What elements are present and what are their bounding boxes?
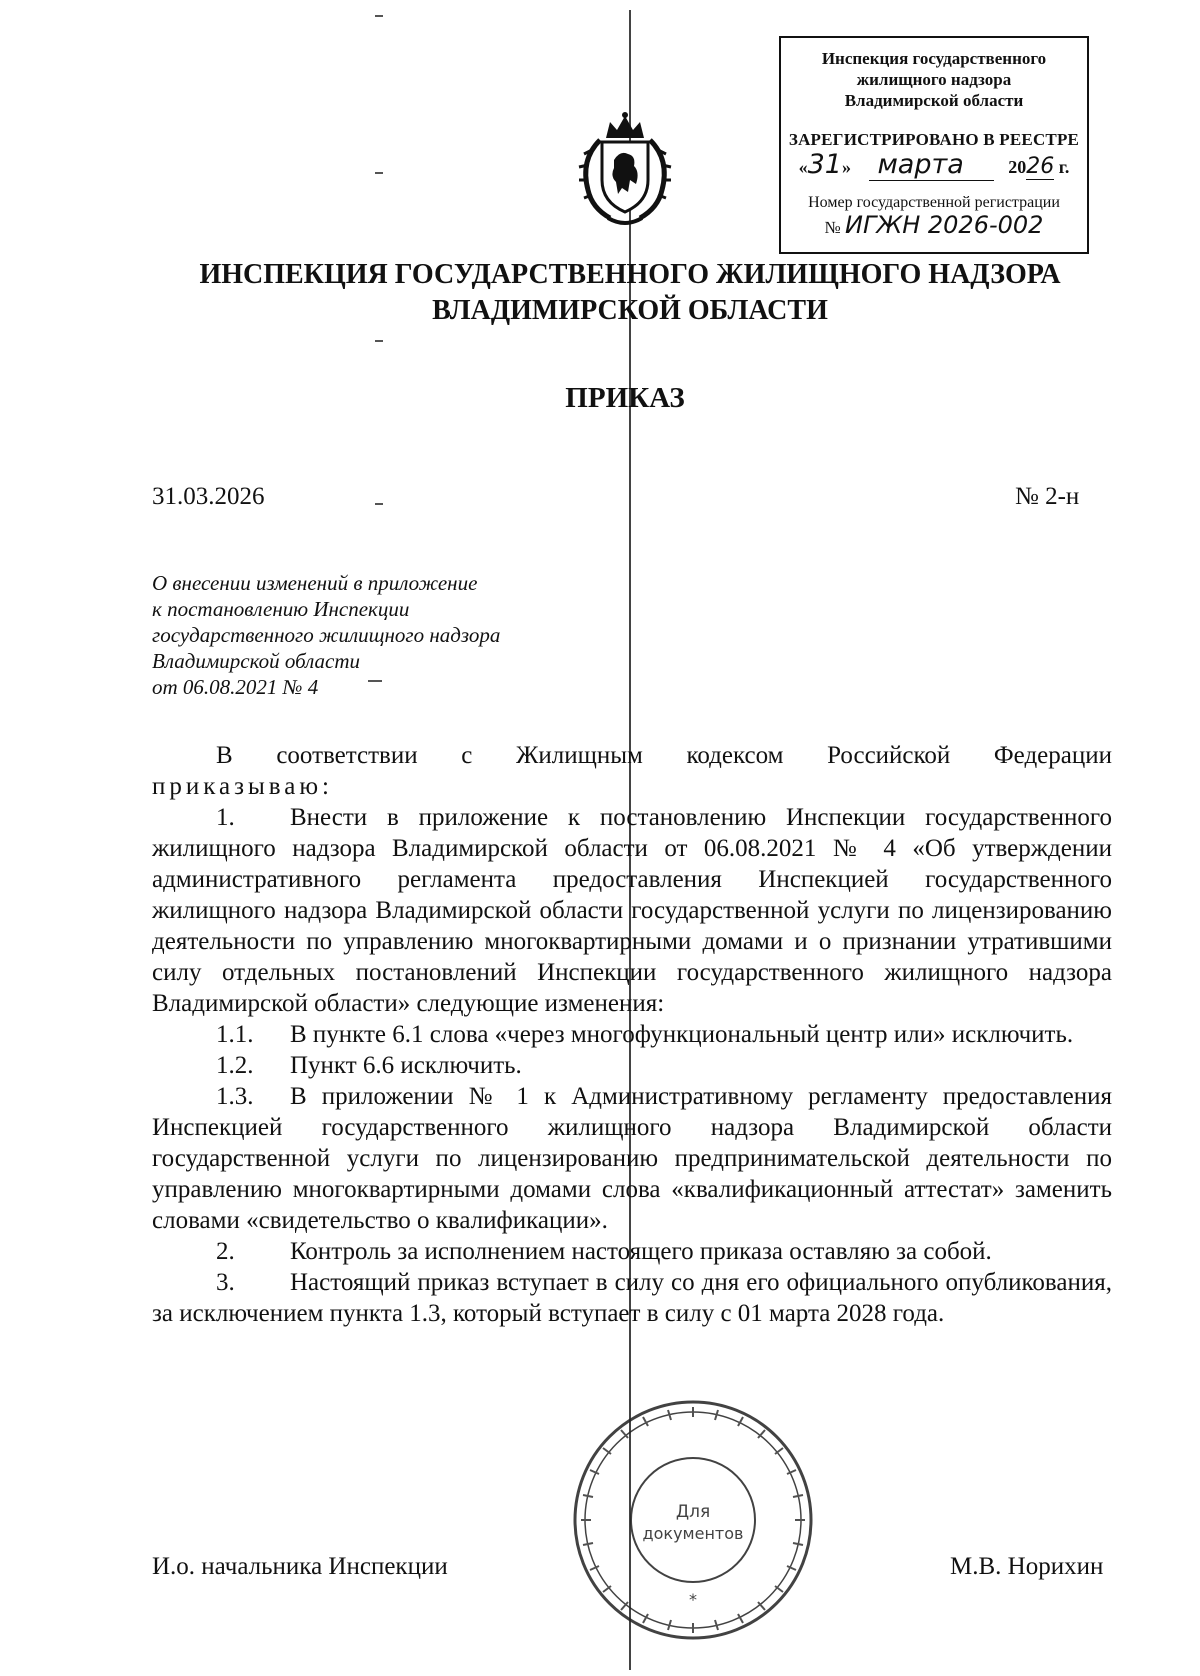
document-body xyxy=(152,740,1112,1329)
stamp-month: марта xyxy=(869,149,993,181)
subject-line: О внесении изменений в приложение xyxy=(152,571,478,595)
stamp-number-sign: № xyxy=(824,218,841,237)
document-type: ПРИКАЗ xyxy=(565,382,685,414)
stamp-year-suffix: 26 xyxy=(1026,154,1055,179)
seal-center-line2: документов xyxy=(642,1524,744,1543)
organization-title xyxy=(110,257,1150,329)
paragraph-2 xyxy=(152,1236,1112,1267)
stamp-year-prefix: 20 xyxy=(1008,157,1027,177)
subject-line: к постановлению Инспекции xyxy=(152,597,410,621)
org-title-line2: ВЛАДИМИРСКОЙ ОБЛАСТИ xyxy=(432,295,828,326)
paragraph-1-label: 1. xyxy=(216,804,235,831)
paragraph-1-1-text: В пункте 6.1 слова «через многофункциональный центр или» исключить. xyxy=(290,1021,1074,1048)
stamp-year-unit: г. xyxy=(1058,157,1070,177)
document-date: 31.03.2026 xyxy=(152,483,265,510)
stamp-day: 31 xyxy=(807,149,842,180)
paragraph-2-label: 2. xyxy=(216,1238,235,1265)
seal-center-line1: Для xyxy=(675,1502,711,1522)
order-word: приказываю: xyxy=(152,773,333,800)
paragraph-3 xyxy=(152,1267,1112,1329)
paragraph-1-2-text: Пункт 6.6 исключить. xyxy=(290,1052,522,1079)
paragraph-1-1-label: 1.1. xyxy=(216,1021,254,1048)
preamble: В соответствии с Жилищным кодексом Российской Федерации xyxy=(216,742,1112,769)
paragraph-2-text: Контроль за исполнением настоящего приказа оставляю за собой. xyxy=(290,1238,992,1265)
stamp-registered-label: ЗАРЕГИСТРИРОВАНО В РЕЕСТРЕ xyxy=(788,130,1080,149)
stamp-org-line2: жилищного надзора xyxy=(856,70,1012,89)
paragraph-1-3 xyxy=(152,1081,1112,1236)
signatory-name: М.В. Норихин xyxy=(950,1553,1104,1580)
document-subject xyxy=(152,570,572,700)
paragraph-3-text: Настоящий приказ вступает в силу со дня его официального опубликования, за исключением пункта 1.3, который вступает в силу с 01 марта 2028 года. xyxy=(152,1269,1112,1327)
stamp-number-row xyxy=(781,211,1087,245)
document-number: № 2-н xyxy=(1015,483,1080,510)
paragraph-1-3-label: 1.3. xyxy=(216,1083,254,1110)
official-seal xyxy=(568,1395,818,1645)
stamp-org-line3: Владимирской области xyxy=(844,91,1024,110)
registry-stamp xyxy=(779,36,1089,254)
paragraph-1-3-text: В приложении № 1 к Административному регламенту предоставления Инспекцией государственного жилищного надзора Владимирской области государственной услуги по лицензированию предпринимательской деятельности по управлению многоквартирными домами слова «квалификационный аттестат» заменить словами «свидетельство о квалификации». xyxy=(152,1083,1112,1234)
paragraph-1-1 xyxy=(152,1019,1112,1050)
subject-line: Владимирской области xyxy=(152,649,361,673)
paragraph-1 xyxy=(152,802,1112,1019)
paragraph-1-text: Внести в приложение к постановлению Инспекции государственного жилищного надзора Владимирской области от 06.08.2021 № 4 «Об утверждении административного регламента предоставления Инспекцией государственного жилищного надзора Владимирской области государственной услуги по лицензированию деятельности по управлению многоквартирными домами и о признании утратившими силу отдельных постановлений Инспекции государственного жилищного надзора Владимирской области» следующие изменения: xyxy=(152,804,1112,1017)
coat-of-arms-icon xyxy=(570,110,680,230)
svg-text:*: * xyxy=(689,1590,697,1609)
stamp-org-line1: Инспекция государственного xyxy=(821,49,1047,68)
subject-line: от 06.08.2021 № 4 xyxy=(152,675,319,699)
scan-speck xyxy=(375,15,383,17)
scan-speck xyxy=(375,340,383,342)
stamp-date-row: «31» марта 2026 г. xyxy=(798,149,1070,180)
paragraph-1-2 xyxy=(152,1050,1112,1081)
subject-line: государственного жилищного надзора xyxy=(152,623,501,647)
scan-speck xyxy=(375,172,383,174)
signatory-position: И.о. начальника Инспекции xyxy=(152,1553,448,1580)
paragraph-1-2-label: 1.2. xyxy=(216,1052,254,1079)
stamp-number-label: Номер государственной регистрации xyxy=(808,194,1060,211)
stamp-number: ИГЖН 2026-002 xyxy=(845,211,1044,239)
paragraph-3-label: 3. xyxy=(216,1269,235,1296)
scan-speck xyxy=(375,503,383,505)
org-title-line1: ИНСПЕКЦИЯ ГОСУДАРСТВЕННОГО ЖИЛИЩНОГО НАДЗОРА xyxy=(199,259,1061,290)
